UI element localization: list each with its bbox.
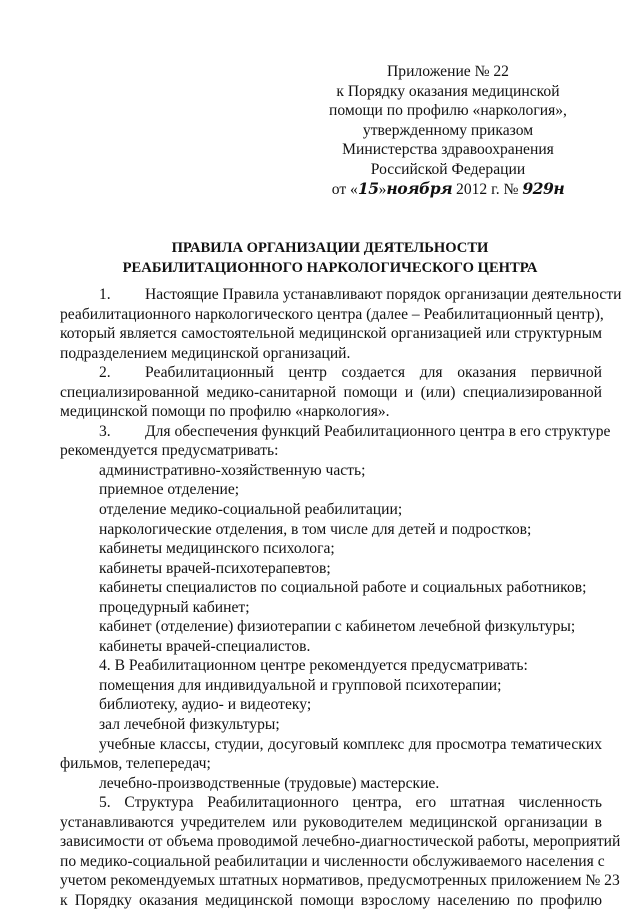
document-title	[60, 238, 600, 278]
date-year: 2012 г. №	[452, 181, 523, 198]
paragraph-number: 2.	[99, 364, 111, 382]
list-item: зал лечебной физкультуры;	[99, 716, 280, 734]
list-item: фильмов, телепередач;	[60, 755, 211, 773]
list-item: кабинеты врачей-психотерапевтов;	[99, 559, 331, 577]
paragraph-5-line: устанавливаются учредителем или руководителем медицинской организации в	[60, 813, 602, 831]
appendix-number: Приложение № 22	[387, 63, 509, 80]
list-item: кабинеты медицинского психолога;	[99, 540, 335, 558]
list-item: кабинеты врачей-специалистов.	[99, 637, 311, 655]
title-line: РЕАБИЛИТАЦИОННОГО НАРКОЛОГИЧЕСКОГО ЦЕНТРА	[122, 260, 538, 276]
list-item: процедурный кабинет;	[99, 598, 250, 616]
paragraph-1-line: который является самостоятельной медицинской организацией или структурным	[60, 325, 602, 343]
header-line: утвержденному приказом	[362, 121, 534, 139]
paragraph-3-line: 3. Для обеспечения функций Реабилитационного центра в его структуре	[99, 422, 611, 440]
list-item: кабинет (отделение) физиотерапии с кабинетом лечебной физкультуры;	[99, 618, 576, 636]
header-line: Министерства здравоохранения	[342, 141, 554, 158]
list-item: помещения для индивидуальной и групповой психотерапии;	[99, 676, 502, 694]
list-item: библиотеку, аудио- и видеотеку;	[99, 696, 312, 714]
handwritten-day: 15	[357, 179, 379, 198]
list-item: административно-хозяйственную часть;	[99, 461, 366, 479]
paragraph-1-line: подразделением медицинской организаций.	[60, 344, 351, 362]
paragraph-5-line: зависимости от объема проводимой лечебно-диагностической работы, мероприятий	[60, 833, 621, 851]
handwritten-month: ноября	[386, 179, 453, 198]
order-date-line	[318, 179, 578, 199]
appendix-header	[318, 62, 578, 199]
paragraph-number: 3.	[99, 422, 111, 440]
list-item: приемное отделение;	[99, 481, 240, 499]
paragraph-1-line: 1. Настоящие Правила устанавливают порядок организации деятельности	[99, 286, 622, 303]
paragraph-5-line: по медико-социальной реабилитации и численности обслуживаемого населения с	[60, 852, 605, 870]
date-sep: »	[378, 181, 387, 198]
title-line: ПРАВИЛА ОРГАНИЗАЦИИ ДЕЯТЕЛЬНОСТИ	[171, 240, 489, 256]
paragraph-5-line: учетом рекомендуемых штатных нормативов, предусмотренных приложением № 23	[60, 872, 620, 890]
header-line: к Порядку оказания медицинской	[336, 82, 560, 100]
paragraph-5-line: к Порядку оказания медицинской помощи взрослому населению по профилю	[60, 891, 602, 909]
header-line: помощи по профилю «наркология»,	[329, 102, 567, 119]
date-prefix: от «	[331, 181, 358, 198]
paragraph-2-line: медицинской помощи по профилю «наркология».	[60, 403, 390, 421]
list-item: учебные классы, студии, досуговый комплекс для просмотра тематических	[99, 735, 602, 753]
document-body	[60, 285, 622, 911]
header-line: Российской Федерации	[370, 160, 526, 178]
handwritten-order-number: 929н	[522, 179, 565, 198]
paragraph-number: 1.	[99, 286, 111, 303]
list-item: отделение медико-социальной реабилитации;	[99, 501, 403, 519]
list-item: кабинеты специалистов по социальной работе и социальных работников;	[99, 579, 587, 597]
paragraph-1-line: реабилитационного наркологического центра (далее – Реабилитационный центр),	[60, 305, 604, 323]
paragraph-4-line: 4. В Реабилитационном центре рекомендуется предусматривать:	[99, 657, 528, 675]
paragraph-5-line: 5. Структура Реабилитационного центра, его штатная численность	[99, 794, 602, 812]
paragraph-2-line: специализированной медико-санитарной помощи и (или) специализированной	[60, 383, 602, 401]
paragraph-2-line: 2. Реабилитационный центр создается для оказания первичной	[99, 364, 602, 382]
paragraph-3-line: рекомендуется предусматривать:	[60, 442, 279, 460]
list-item: наркологические отделения, в том числе для детей и подростков;	[99, 520, 532, 538]
list-item: лечебно-производственные (трудовые) мастерские.	[99, 774, 440, 792]
